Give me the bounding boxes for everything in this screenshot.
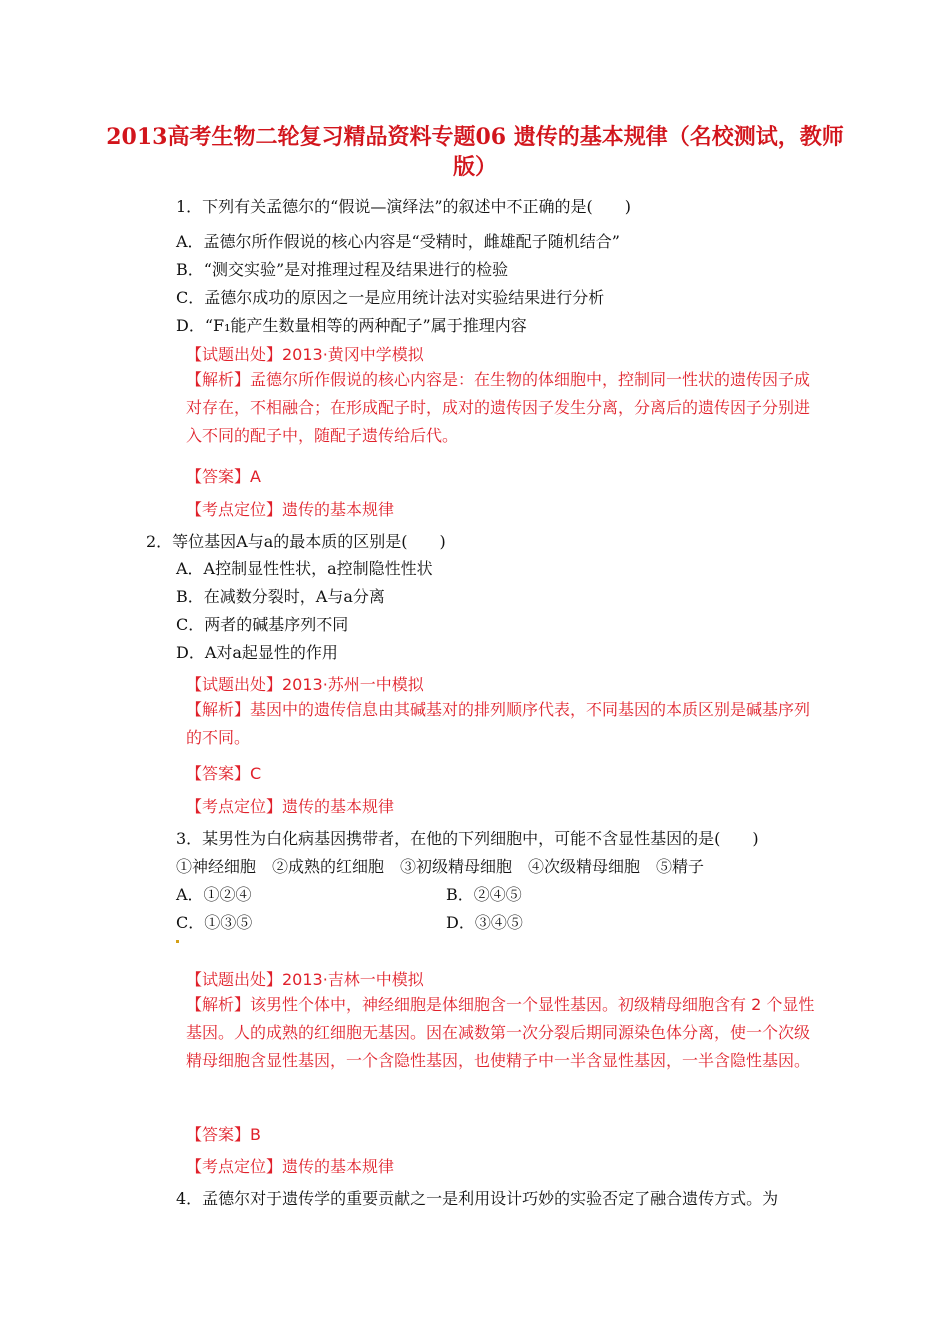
question-2-analysis: 【解析】基因中的遗传信息由其碱基对的排列顺序代表，不同基因的本质区别是碱基序列的不同。 bbox=[186, 700, 811, 747]
document-title: 2013高考生物二轮复习精品资料专题06 遗传的基本规律（名校测试，教师版） bbox=[106, 124, 844, 180]
question-3-cells: ①神经细胞 ②成熟的红细胞 ③初级精母细胞 ④次级精母细胞 ⑤精子 bbox=[176, 857, 705, 876]
question-2-topic: 【考点定位】遗传的基本规律 bbox=[186, 797, 395, 816]
question-3-stem: 3．某男性为白化病基因携带者，在他的下列细胞中，可能不含显性基因的是( ) bbox=[176, 829, 759, 848]
question-2-answer: 【答案】C bbox=[186, 764, 262, 783]
question-2-option-d: D．A对a起显性的作用 bbox=[176, 643, 338, 662]
question-2-stem: 2．等位基因A与a的最本质的区别是( ) bbox=[146, 532, 446, 551]
question-1-option-b: B．“测交实验”是对推理过程及结果进行的检验 bbox=[176, 260, 509, 279]
question-1-option-c: C．孟德尔成功的原因之一是应用统计法对实验结果进行分析 bbox=[176, 288, 605, 307]
question-2-source: 【试题出处】2013·苏州一中模拟 bbox=[186, 675, 424, 694]
question-3-option-b: B．②④⑤ bbox=[446, 885, 522, 904]
question-3-analysis: 【解析】该男性个体中，神经细胞是体细胞含一个显性基因。初级精母细胞含有 2 个显性基因。人的成熟的红细胞无基因。因在减数第一次分裂后期同源染色体分离，使一个次级精母细胞含显性基因，一个含隐性基因，也使精子中一半含显性基因，一半含隐性基因。 bbox=[186, 995, 815, 1070]
question-3-answer: 【答案】B bbox=[186, 1125, 261, 1144]
question-1-stem: 1．下列有关孟德尔的“假说—演绎法”的叙述中不正确的是( ) bbox=[176, 197, 632, 216]
question-2-option-a: A．A控制显性性状，a控制隐性性状 bbox=[176, 559, 433, 578]
question-3-option-a: A．①②④ bbox=[176, 885, 252, 904]
question-3-topic: 【考点定位】遗传的基本规律 bbox=[186, 1157, 395, 1176]
question-1-answer: 【答案】A bbox=[186, 467, 261, 486]
stray-mark bbox=[176, 940, 179, 943]
question-3-source: 【试题出处】2013·吉林一中模拟 bbox=[186, 970, 424, 989]
question-1-source: 【试题出处】2013·黄冈中学模拟 bbox=[186, 345, 424, 364]
question-2-option-c: C．两者的碱基序列不同 bbox=[176, 615, 349, 634]
question-1-topic: 【考点定位】遗传的基本规律 bbox=[186, 500, 395, 519]
question-3-option-c: C．①③⑤ bbox=[176, 913, 253, 932]
question-1-option-a: A．孟德尔所作假说的核心内容是“受精时，雌雄配子随机结合” bbox=[176, 232, 620, 251]
question-2-option-b: B．在减数分裂时，A与a分离 bbox=[176, 587, 385, 606]
question-1-analysis: 【解析】孟德尔所作假说的核心内容是：在生物的体细胞中，控制同一性状的遗传因子成对存在，不相融合；在形成配子时，成对的遗传因子发生分离，分离后的遗传因子分别进入不同的配子中，随配子遗传给后代。 bbox=[186, 370, 811, 445]
question-1-option-d: D．“F₁能产生数量相等的两种配子”属于推理内容 bbox=[176, 316, 527, 335]
question-4-stem: 4．孟德尔对于遗传学的重要贡献之一是利用设计巧妙的实验否定了融合遗传方式。为 bbox=[176, 1189, 779, 1208]
question-3-option-d: D．③④⑤ bbox=[446, 913, 523, 932]
